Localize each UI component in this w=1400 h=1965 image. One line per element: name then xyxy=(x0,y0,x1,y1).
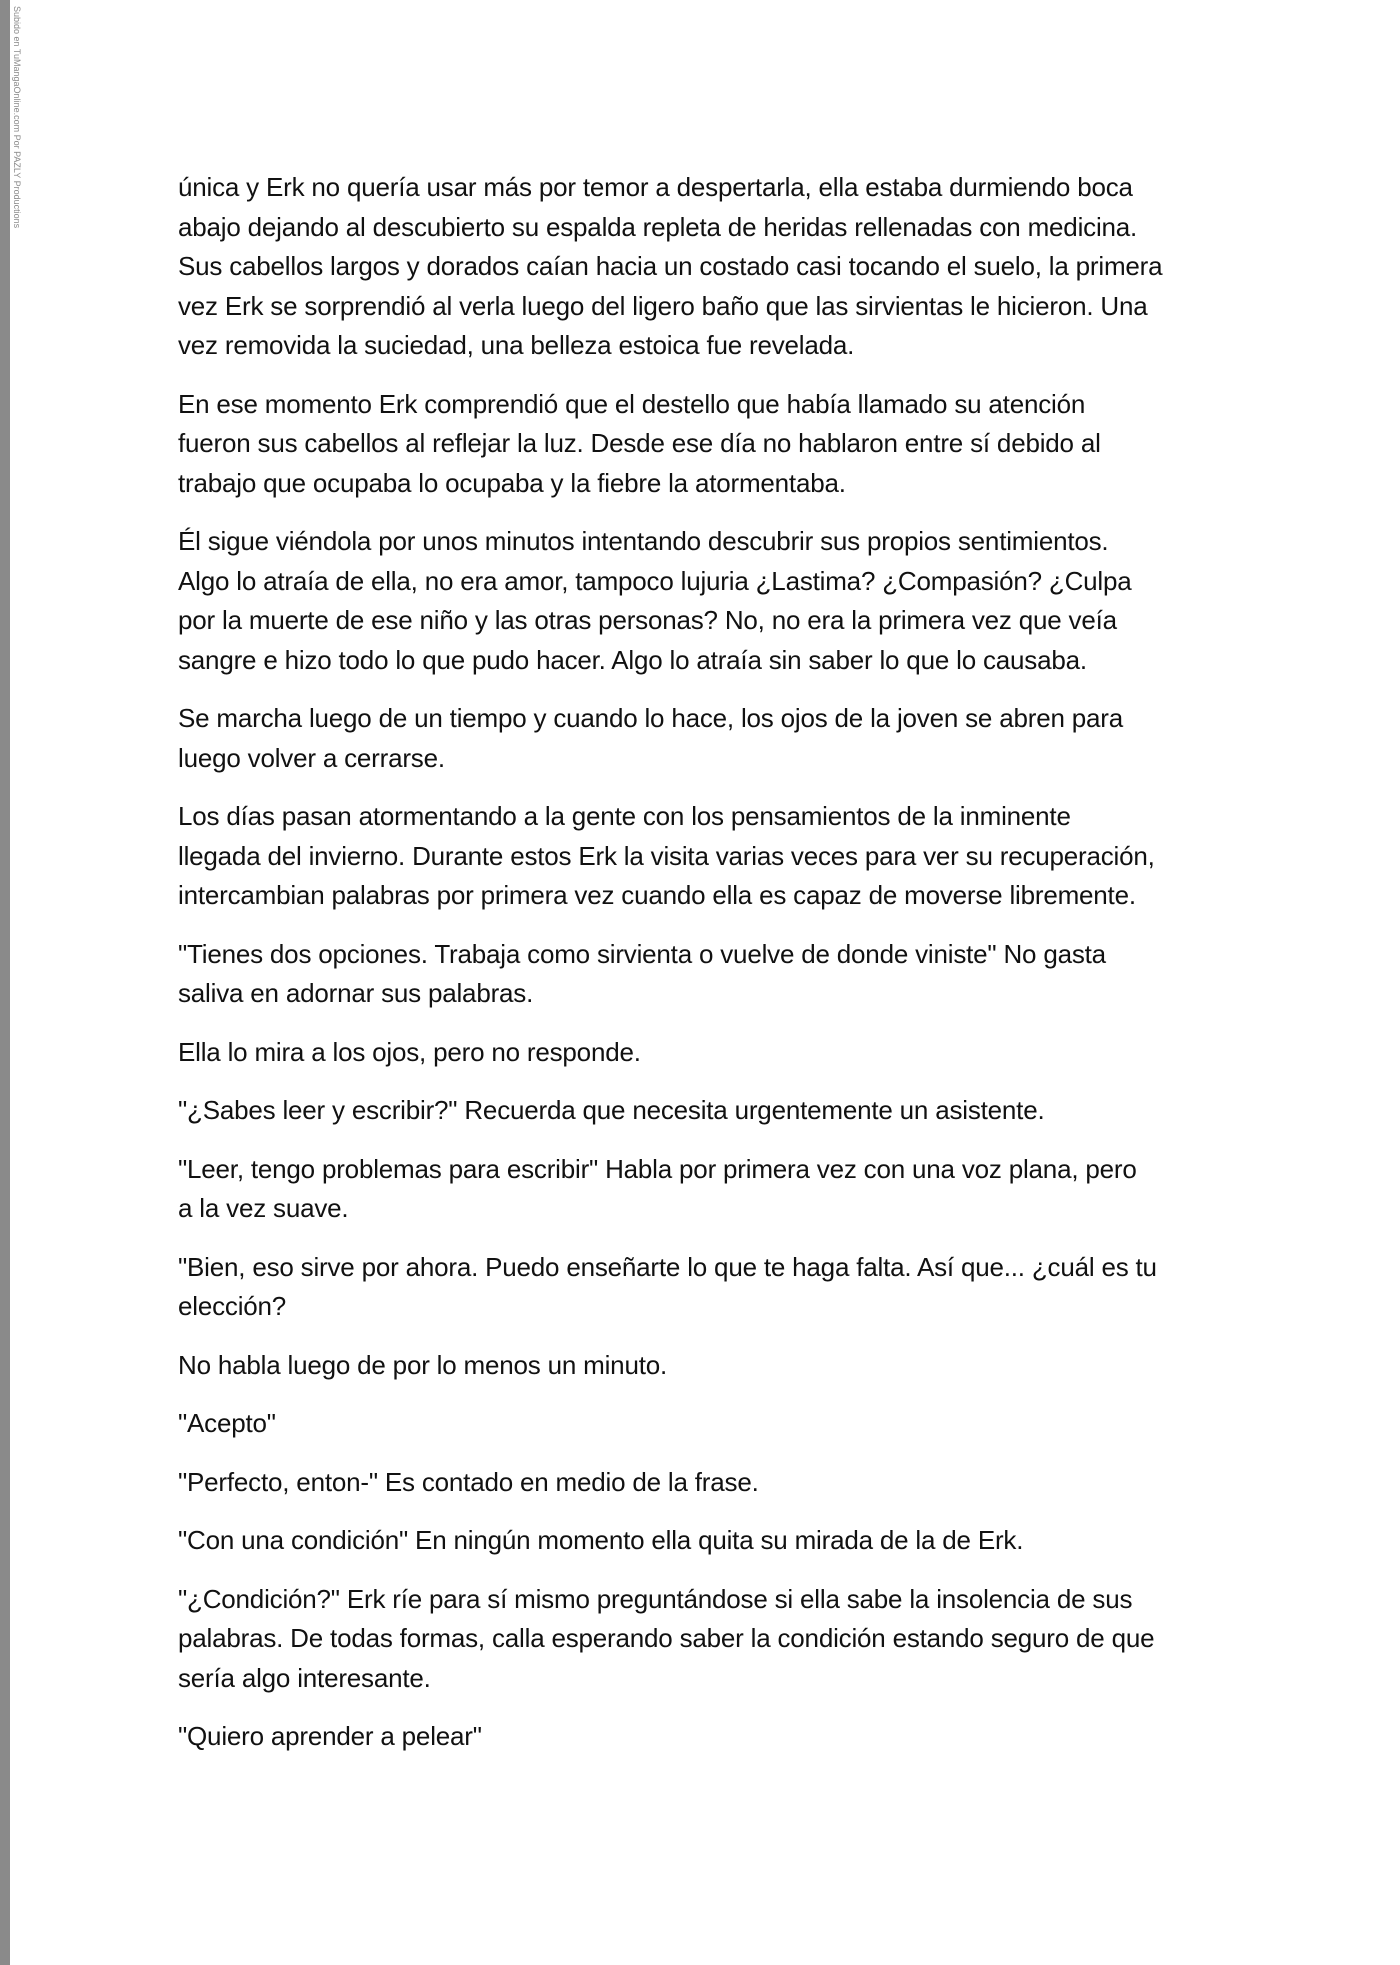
watermark: Subido en TuMangaOnline.com Por PAZLY Productions xyxy=(12,6,22,229)
paragraph: Se marcha luego de un tiempo y cuando lo hace, los ojos de la joven se abren para luego volver a cerrarse. xyxy=(178,703,1123,773)
paragraph: única y Erk no quería usar más por temor a despertarla, ella estaba durmiendo boca abajo dejando al descubierto su espalda repleta de heridas rellenadas con medicina. Sus cabellos largos y dorados caían hacia un costado casi tocando el suelo, la primera vez Erk se sorprendió al verla luego del ligero baño que las sirvientas le hicieron. Una vez removida la suciedad, una belleza estoica fue revelada. xyxy=(178,172,1163,360)
page-edge-bar xyxy=(0,0,10,1965)
paragraph: "Leer, tengo problemas para escribir" Habla por primera vez con una voz plana, pero a la vez suave. xyxy=(178,1153,1137,1223)
paragraph: "¿Condición?" Erk ríe para sí mismo preguntándose si ella sabe la insolencia de sus palabras. De todas formas, calla esperando saber la condición estando seguro de que sería algo interesante. xyxy=(178,1583,1155,1693)
paragraph: "Acepto" xyxy=(178,1408,276,1438)
paragraph: "Con una condición" En ningún momento ella quita su mirada de la de Erk. xyxy=(178,1525,1024,1555)
paragraph: Los días pasan atormentando a la gente con los pensamientos de la inminente llegada del invierno. Durante estos Erk la visita varias veces para ver su recuperación, intercambian palabras por primera vez cuando ella es capaz de moverse libremente. xyxy=(178,801,1155,910)
paragraph: "¿Sabes leer y escribir?" Recuerda que necesita urgentemente un asistente. xyxy=(178,1095,1045,1125)
paragraph: Él sigue viéndola por unos minutos intentando descubrir sus propios sentimientos. Algo lo atraía de ella, no era amor, tampoco lujuria ¿Lastima? ¿Compasión? ¿Culpa por la muerte de ese niño y las otras personas? No, no era la primera vez que veía sangre e hizo todo lo que pudo hacer. Algo lo atraía sin saber lo que lo causaba. xyxy=(178,526,1132,675)
paragraph: En ese momento Erk comprendió que el destello que había llamado su atención fueron sus cabellos al reflejar la luz. Desde ese día no hablaron entre sí debido al trabajo que ocupaba lo ocupaba y la fiebre la atormentaba. xyxy=(178,388,1101,498)
paragraph: "Bien, eso sirve por ahora. Puedo enseñarte lo que te haga falta. Así que... ¿cuál es tu elección? xyxy=(178,1251,1157,1321)
paragraph: No habla luego de por lo menos un minuto. xyxy=(178,1349,668,1380)
paragraph: "Quiero aprender a pelear" xyxy=(178,1721,482,1751)
paragraph: Ella lo mira a los ojos, pero no responde. xyxy=(178,1036,641,1067)
document-page xyxy=(178,168,1238,1776)
paragraph: "Tienes dos opciones. Trabaja como sirvienta o vuelve de donde viniste" No gasta saliva en adornar sus palabras. xyxy=(178,938,1106,1008)
paragraph: "Perfecto, enton-" Es contado en medio de la frase. xyxy=(178,1466,759,1497)
